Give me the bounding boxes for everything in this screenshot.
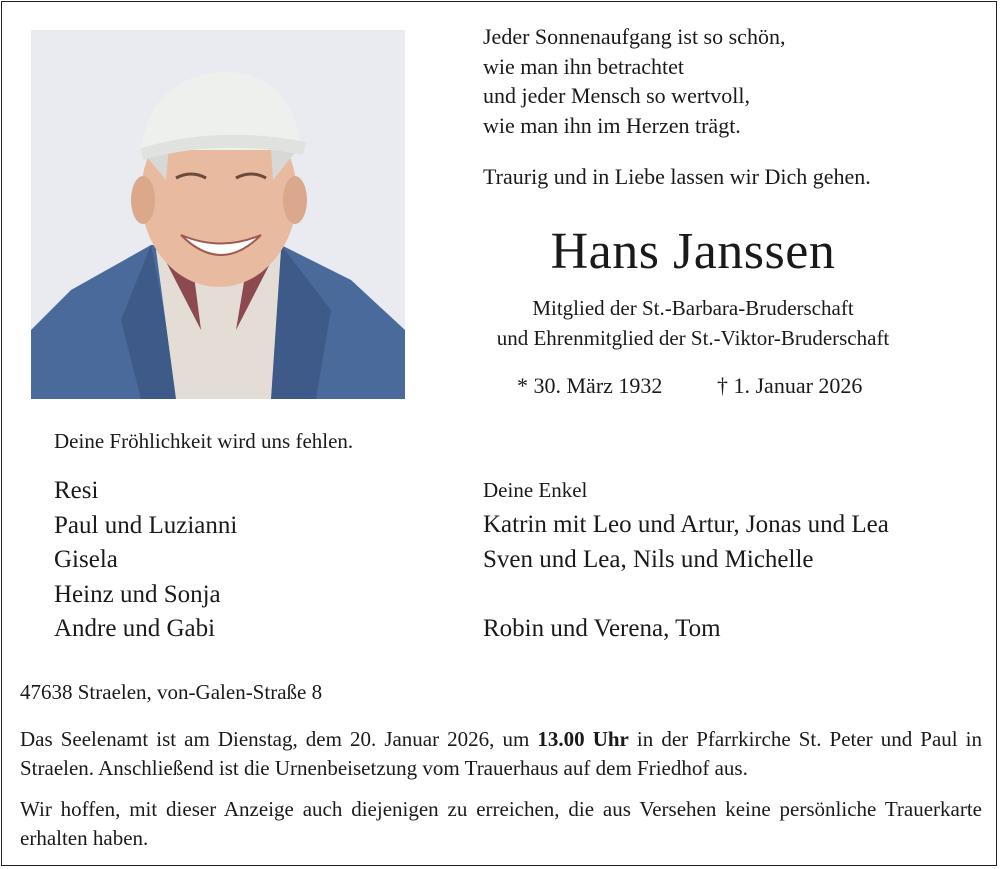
service-time: 13.00 Uhr	[537, 727, 629, 751]
deceased-name: Hans Janssen	[550, 223, 836, 280]
poem-line: Jeder Sonnenaufgang ist so schön,	[483, 24, 786, 49]
miss-text: Deine Fröhlichkeit wird uns fehlen.	[54, 429, 354, 453]
birth-date: * 30. März 1932	[517, 373, 663, 398]
service-text-before: Das Seelenamt ist am Dienstag, dem 20. Januar 2026, um	[20, 727, 538, 751]
membership-line: und Ehrenmitglied der St.-Viktor-Bruderschaft	[496, 326, 890, 350]
closing-paragraph: Wir hoffen, mit dieser Anzeige auch diejenigen zu erreichen, die aus Versehen keine persönliche Trauerkarte erhalten haben.	[20, 797, 982, 850]
family-member: Paul und Luzianni	[54, 511, 238, 539]
poem	[483, 22, 785, 140]
family-member: Resi	[54, 477, 99, 504]
poem-line: wie man ihn betrachtet	[483, 53, 684, 79]
service-text-after: in der Pfarrkirche St. Peter und Paul in Straelen. Anschließend ist die Urnenbeisetzung vom Trauerhaus auf dem Friedhof aus.	[20, 727, 983, 780]
family-list	[54, 474, 237, 647]
grandchildren-label: Deine Enkel	[483, 478, 588, 502]
grandchildren-list	[483, 508, 889, 646]
grandchildren-line: Robin und Verena, Tom	[483, 614, 721, 642]
grandchildren-spacer	[483, 577, 889, 612]
membership-line: Mitglied der St.-Barbara-Bruderschaft	[532, 296, 854, 320]
service-paragraph	[20, 725, 982, 783]
farewell-text: Traurig und in Liebe lassen wir Dich gehen.	[483, 164, 871, 189]
portrait-illustration	[31, 30, 405, 399]
grandchildren-line: Sven und Lea, Nils und Michelle	[483, 545, 814, 573]
poem-line: wie man ihn im Herzen trägt.	[483, 112, 741, 138]
poem-line: und jeder Mensch so wertvoll,	[483, 83, 750, 108]
address: 47638 Straelen, von-Galen-Straße 8	[20, 680, 323, 704]
death-date: † 1. Januar 2026	[717, 373, 863, 398]
family-member: Heinz und Sonja	[54, 580, 221, 608]
family-member: Andre und Gabi	[54, 615, 216, 642]
grandchildren-line: Katrin mit Leo und Artur, Jonas und Lea	[483, 511, 889, 538]
family-member: Gisela	[54, 546, 118, 573]
portrait-photo	[31, 30, 405, 399]
